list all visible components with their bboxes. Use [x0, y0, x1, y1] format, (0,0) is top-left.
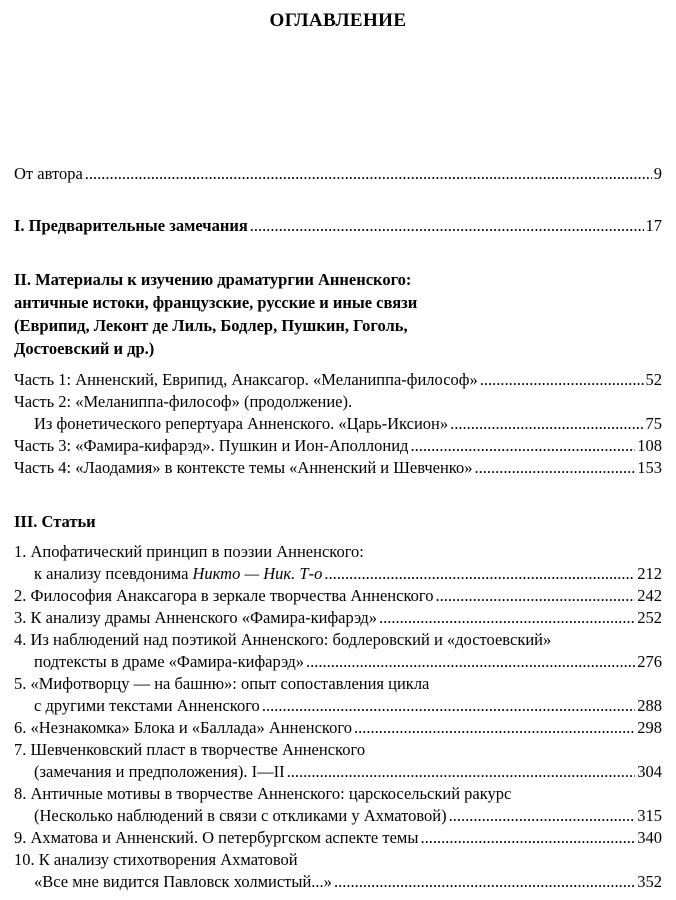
page-number: 304	[637, 762, 662, 781]
toc-entry-article4-line1: 4. Из наблюдений над поэтикой Анненского: бодлеровский и «достоевский»	[14, 630, 552, 649]
toc-entry-article4[interactable]: подтексты в драме «Фамира-кифарэд» ..... 276	[34, 652, 662, 672]
toc-entry-article10[interactable]: «Все мне видится Павловск холмистый...» ..... 352	[34, 872, 662, 892]
toc-entry-article7[interactable]: (замечания и предположения). I—II ..... 304	[34, 762, 662, 782]
leader-dots	[475, 458, 636, 478]
pseudonym-italic: Никто — Ник. Т-о	[192, 564, 323, 583]
section-heading-part2-line1: II. Материалы к изучению драматургии Анненского:	[14, 270, 412, 289]
toc-entry-article5-line1: 5. «Мифотворцу — на башню»: опыт сопоставления цикла	[14, 674, 430, 693]
section-heading-part2-line2: античные истоки, французские, русские и иные связи	[14, 293, 418, 312]
toc-entry-article10-line1: 10. К анализу стихотворения Ахматовой	[14, 850, 298, 869]
leader-dots	[250, 216, 644, 236]
page-number: 352	[637, 872, 662, 891]
page-number: 252	[637, 608, 662, 627]
leader-dots	[449, 806, 636, 826]
section-heading-part2-line4: Достоевский и др.)	[14, 339, 155, 358]
toc-entry-author[interactable]: От автора ..... 9	[14, 164, 662, 184]
toc-entry-part1[interactable]: I. Предварительные замечания ..... 17	[14, 216, 662, 236]
page-number: 298	[637, 718, 662, 737]
leader-dots	[334, 872, 635, 892]
toc-entry-chapter2-line1: Часть 2: «Меланиппа-философ» (продолжение).	[14, 392, 353, 411]
toc-entry-article5[interactable]: с другими текстами Анненского ..... 288	[34, 696, 662, 716]
toc-entry-chapter1[interactable]: Часть 1: Анненский, Еврипид, Анаксагор. «Меланиппа-философ» ..... 52	[14, 370, 662, 390]
page-number: 276	[637, 652, 662, 671]
leader-dots	[450, 414, 643, 434]
page-number: 340	[637, 828, 662, 847]
page-number: 75	[645, 414, 662, 433]
section-heading-part2-line3: (Еврипид, Леконт де Лиль, Бодлер, Пушкин, Гоголь,	[14, 316, 408, 335]
page-number: 17	[645, 216, 662, 235]
page-title: ОГЛАВЛЕНИЕ	[269, 10, 407, 31]
section-heading-part3: III. Статьи	[14, 512, 96, 531]
page-number: 9	[653, 164, 662, 183]
toc-entry-chapter2[interactable]: Из фонетического репертуара Анненского. «Царь-Иксион» ..... 75	[34, 414, 662, 434]
leader-dots	[379, 608, 635, 628]
page-number: 242	[637, 586, 662, 605]
page-number: 108	[637, 436, 662, 455]
leader-dots	[480, 370, 644, 390]
leader-dots	[324, 564, 635, 584]
toc-entry-article1[interactable]: к анализу псевдонима Никто — Ник. Т-о ..... 212	[34, 564, 662, 584]
page-number: 212	[637, 564, 662, 583]
toc-entry-article8-line1: 8. Античные мотивы в творчестве Анненского: царскосельский ракурс	[14, 784, 512, 803]
page-number: 288	[637, 696, 662, 715]
toc-entry-article3[interactable]: 3. К анализу драмы Анненского «Фамира-кифарэд» ..... 252	[14, 608, 662, 628]
page-number: 315	[637, 806, 662, 825]
toc-entry-article9[interactable]: 9. Ахматова и Анненский. О петербургском аспекте темы ..... 340	[14, 828, 662, 848]
toc-entry-article8[interactable]: (Несколько наблюдений в связи с откликами у Ахматовой) ..... 315	[34, 806, 662, 826]
page-number: 153	[637, 458, 662, 477]
leader-dots	[354, 718, 635, 738]
page-number: 52	[645, 370, 662, 389]
toc-entry-article6[interactable]: 6. «Незнакомка» Блока и «Баллада» Анненского ..... 298	[14, 718, 662, 738]
leader-dots	[410, 436, 635, 456]
leader-dots	[287, 762, 636, 782]
toc-entry-article2[interactable]: 2. Философия Анаксагора в зеркале творчества Анненского ..... 242	[14, 586, 662, 606]
leader-dots	[306, 652, 635, 672]
toc-entry-chapter3[interactable]: Часть 3: «Фамира-кифарэд». Пушкин и Ион-Аполлонид ..... 108	[14, 436, 662, 456]
leader-dots	[435, 586, 635, 606]
leader-dots	[262, 696, 635, 716]
leader-dots	[85, 164, 652, 184]
leader-dots	[420, 828, 635, 848]
toc-entry-article1-line1: 1. Апофатический принцип в поэзии Анненского:	[14, 542, 364, 561]
toc-entry-article7-line1: 7. Шевченковский пласт в творчестве Анненского	[14, 740, 366, 759]
toc-entry-chapter4[interactable]: Часть 4: «Лаодамия» в контексте темы «Анненский и Шевченко» ..... 153	[14, 458, 662, 478]
